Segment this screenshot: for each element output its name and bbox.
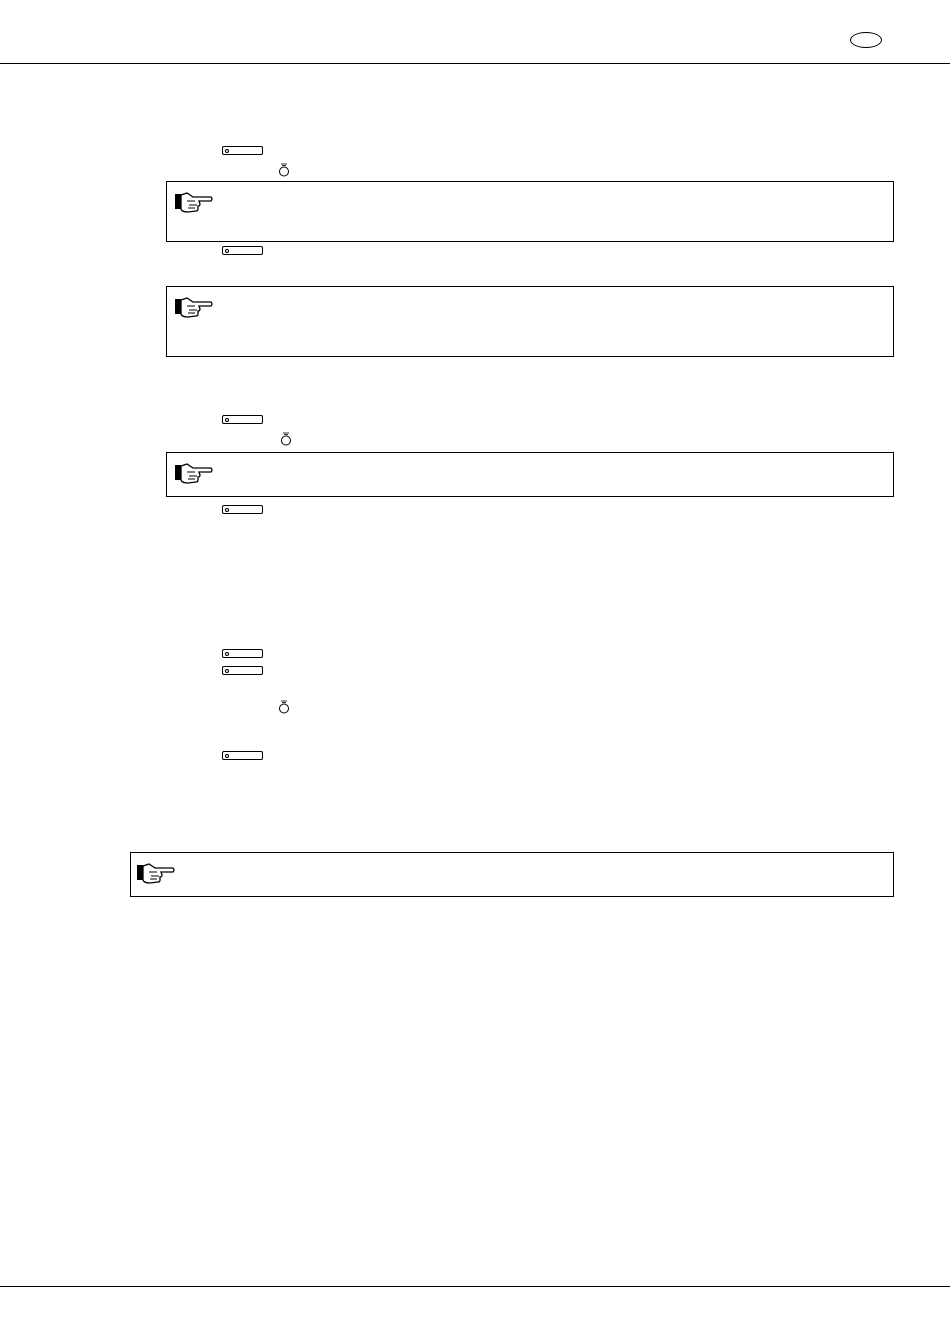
note-box [130, 852, 894, 897]
key-button-icon [222, 666, 263, 675]
note-box [166, 286, 894, 357]
pointing-hand-icon [173, 191, 213, 215]
pointing-hand-icon [135, 862, 175, 886]
key-button-icon [222, 505, 263, 514]
rotary-knob-icon [277, 162, 291, 178]
rotary-knob-icon [277, 699, 291, 715]
footer-rule [0, 1286, 950, 1287]
note-box [166, 181, 894, 242]
pointing-hand-icon [173, 296, 213, 320]
pointing-hand-icon [173, 462, 213, 486]
key-button-icon [222, 649, 263, 658]
note-box [166, 452, 894, 497]
rotary-knob-icon [279, 431, 293, 447]
header-rule [0, 63, 950, 64]
key-button-icon [222, 751, 263, 760]
key-button-icon [222, 246, 263, 255]
key-button-icon [222, 146, 263, 155]
language-badge [850, 32, 882, 48]
key-button-icon [222, 415, 263, 424]
